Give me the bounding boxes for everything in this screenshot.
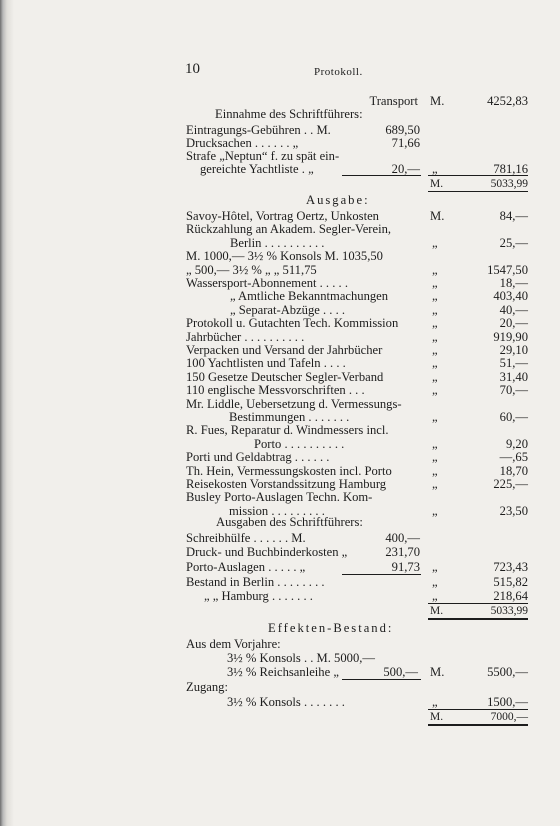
bestand-line: „ „ Hamburg . . . . . . . <box>204 589 313 603</box>
ausgabe-item-text: R. Fues, Reparatur d. Windmessers incl. <box>186 423 389 438</box>
effekten-line: 3½ % Reichsanleihe „ <box>227 665 339 679</box>
ausgabe-item-amount: 225,— <box>493 477 528 491</box>
ausgabe-item-mark: M. <box>430 209 445 223</box>
effekten-line: Zugang: <box>186 680 228 694</box>
ausgabe-item-mark: „ <box>432 463 438 478</box>
ausgabe-item-mark: „ <box>432 316 438 331</box>
ausgabe-item-mark: „ <box>432 383 438 398</box>
einnahme-total: 781,16 <box>493 162 528 176</box>
effekten-line: Aus dem Vorjahre: <box>186 637 281 651</box>
sum-m: M. <box>430 178 444 190</box>
schrift-line: Druck- und Buchbinderkosten „ <box>186 545 348 559</box>
transport-label: Transport <box>369 94 418 108</box>
ausgabe-item-text: „ Separat-Abzüge . . . . <box>230 302 346 317</box>
ausgabe-item-text: Berlin . . . . . . . . . . <box>230 235 325 250</box>
transport-amount: 4252,83 <box>487 94 528 108</box>
sum-rule <box>342 679 421 680</box>
schrift-total: 723,43 <box>493 560 528 574</box>
ausgabe-item-amount: 84,— <box>499 209 528 223</box>
sum-rule <box>428 175 528 176</box>
ausgabe-item-amount: 70,— <box>499 383 528 398</box>
effekten-sum: 7000,— <box>490 711 528 723</box>
schrift-line: Schreibhülfe . . . . . . M. <box>186 531 306 545</box>
schrift-title: Ausgaben des Schriftführers: <box>216 515 363 529</box>
ausgabe-item-amount: —,65 <box>499 450 528 465</box>
ausgabe-item-amount: 23,50 <box>499 503 528 518</box>
sum-rule <box>342 175 421 176</box>
ausgabe-item-amount: 18,— <box>499 276 528 290</box>
effekten-total: 5500,— <box>487 665 528 679</box>
ausgabe-item-amount: 403,40 <box>493 289 528 304</box>
ausgabe-item-amount: 1547,50 <box>487 262 528 277</box>
effekten-m: M. <box>430 665 445 679</box>
sum-rule <box>428 724 528 726</box>
ausgabe-item-mark: „ <box>432 503 438 518</box>
sum-m: M. <box>430 711 444 723</box>
ausgabe-item-text: Porto . . . . . . . . . . <box>254 436 345 451</box>
ausgabe-item-text: „ 500,— 3½ % „ „ 511,75 <box>186 262 317 277</box>
ausgabe-item-text: 110 englische Messvorschriften . . . <box>186 383 365 398</box>
ausgabe-item-text: „ Amtliche Bekanntmachungen <box>230 289 389 304</box>
ausgabe-item-text: Wassersport-Abonnement . . . . . <box>186 276 348 290</box>
ausgabe-item-text: Verpacken und Versand der Jahrbücher <box>186 343 383 357</box>
ausgabe-title: Ausgabe: <box>306 193 370 207</box>
bestand-sum: 5033,99 <box>490 605 528 617</box>
einnahme-amount: 689,50 <box>385 123 420 137</box>
ausgabe-item-mark: „ <box>432 262 438 277</box>
ausgabe-item-text: Reisekosten Vorstandssitzung Hamburg <box>186 477 387 491</box>
ausgabe-item-amount: 25,— <box>499 235 528 250</box>
transport-m: M. <box>430 94 445 108</box>
ausgabe-item-text: 100 Yachtlisten und Tafeln . . . . <box>186 356 346 371</box>
einnahme-line: Eintragungs-Gebühren . . M. <box>186 123 331 137</box>
bestand-amount: 515,82 <box>493 575 528 589</box>
ditto-mark: „ <box>432 575 438 589</box>
ausgabe-item-text: Bestimmungen . . . . . . . <box>229 410 350 424</box>
page-number: 10 <box>185 61 200 77</box>
bestand-line: Bestand in Berlin . . . . . . . . <box>186 575 325 589</box>
einnahme-amount: 71,66 <box>391 136 420 150</box>
ditto-mark: „ <box>432 560 438 574</box>
ausgabe-item-text: Jahrbücher . . . . . . . . . . <box>186 329 305 344</box>
einnahme-sum: 5033,99 <box>490 178 528 190</box>
effekten-amount: 500,— <box>383 665 418 679</box>
ausgabe-item-text: mission . . . . . . . . . <box>229 503 325 518</box>
ausgabe-item-mark: „ <box>432 289 438 304</box>
ausgabe-item-amount: 919,90 <box>493 329 528 344</box>
ditto-mark: „ <box>432 589 438 603</box>
einnahme-line: Strafe „Neptun“ f. zu spät ein- <box>186 149 340 163</box>
ausgabe-item-mark: „ <box>432 369 438 384</box>
ausgabe-item-text: M. 1000,— 3½ % Konsols M. 1035,50 <box>186 249 383 264</box>
sum-rule <box>428 618 528 620</box>
ausgabe-item-amount: 9,20 <box>505 436 528 451</box>
ausgabe-item-amount: 29,10 <box>499 343 528 357</box>
ausgabe-item-mark: „ <box>432 343 438 357</box>
einnahme-line: Drucksachen . . . . . . „ <box>186 136 299 150</box>
ausgabe-item-mark: „ <box>432 276 438 290</box>
ausgabe-item-text: Th. Hein, Vermessungskosten incl. Porto <box>186 463 392 478</box>
ausgabe-item-amount: 31,40 <box>499 369 528 384</box>
running-title: Protokoll. <box>314 66 363 78</box>
ausgabe-item-text: Savoy-Hôtel, Vortrag Oertz, Unkosten <box>186 209 379 223</box>
ditto-mark: „ <box>432 162 438 176</box>
ausgabe-item-text: Protokoll u. Gutachten Tech. Kommission <box>186 316 399 331</box>
ausgabe-item-mark: „ <box>432 329 438 344</box>
ausgabe-item-mark: „ <box>432 436 438 451</box>
ausgabe-item-amount: 60,— <box>499 410 528 424</box>
ausgabe-item-mark: „ <box>432 477 438 491</box>
effekten-line: 3½ % Konsols . . . . . . . <box>227 695 345 709</box>
ausgabe-item-text: Porti und Geldabtrag . . . . . . <box>186 450 330 465</box>
ausgabe-item-mark: „ <box>432 302 438 317</box>
effekten-amount: 1500,— <box>487 695 528 709</box>
ausgabe-item-text: Rückzahlung an Akadem. Segler-Verein, <box>186 222 392 237</box>
ausgabe-item-amount: 20,— <box>499 316 528 331</box>
schrift-amount: 91,73 <box>391 560 420 574</box>
ausgabe-item-amount: 40,— <box>499 302 528 317</box>
effekten-line: 3½ % Konsols . . M. 5000,— <box>227 651 375 665</box>
ausgabe-item-mark: „ <box>432 450 438 465</box>
effekten-title: Effekten-Bestand: <box>268 621 394 635</box>
sum-rule <box>342 574 421 575</box>
ausgabe-item-text: Mr. Liddle, Uebersetzung d. Vermessungs- <box>186 396 402 411</box>
einnahme-title: Einnahme des Schriftführers: <box>215 107 363 121</box>
einnahme-amount: 20,— <box>391 162 420 176</box>
schrift-line: Porto-Auslagen . . . . . „ <box>186 560 306 574</box>
schrift-amount: 400,— <box>385 531 420 545</box>
ausgabe-item-text: Busley Porto-Auslagen Techn. Kom- <box>186 490 373 505</box>
bestand-amount: 218,64 <box>493 589 528 603</box>
ausgabe-item-amount: 18,70 <box>499 463 528 478</box>
ausgabe-item-amount: 51,— <box>499 356 528 371</box>
sum-rule <box>428 191 528 192</box>
schrift-amount: 231,70 <box>385 545 420 559</box>
ausgabe-item-text: 150 Gesetze Deutscher Segler-Verband <box>186 369 384 384</box>
einnahme-line: gereichte Yachtliste . „ <box>200 162 314 176</box>
ausgabe-item-mark: „ <box>432 410 438 424</box>
sum-m: M. <box>430 605 444 617</box>
ausgabe-item-mark: „ <box>432 235 438 250</box>
ausgabe-item-mark: „ <box>432 356 438 371</box>
ditto-mark: „ <box>432 695 438 709</box>
